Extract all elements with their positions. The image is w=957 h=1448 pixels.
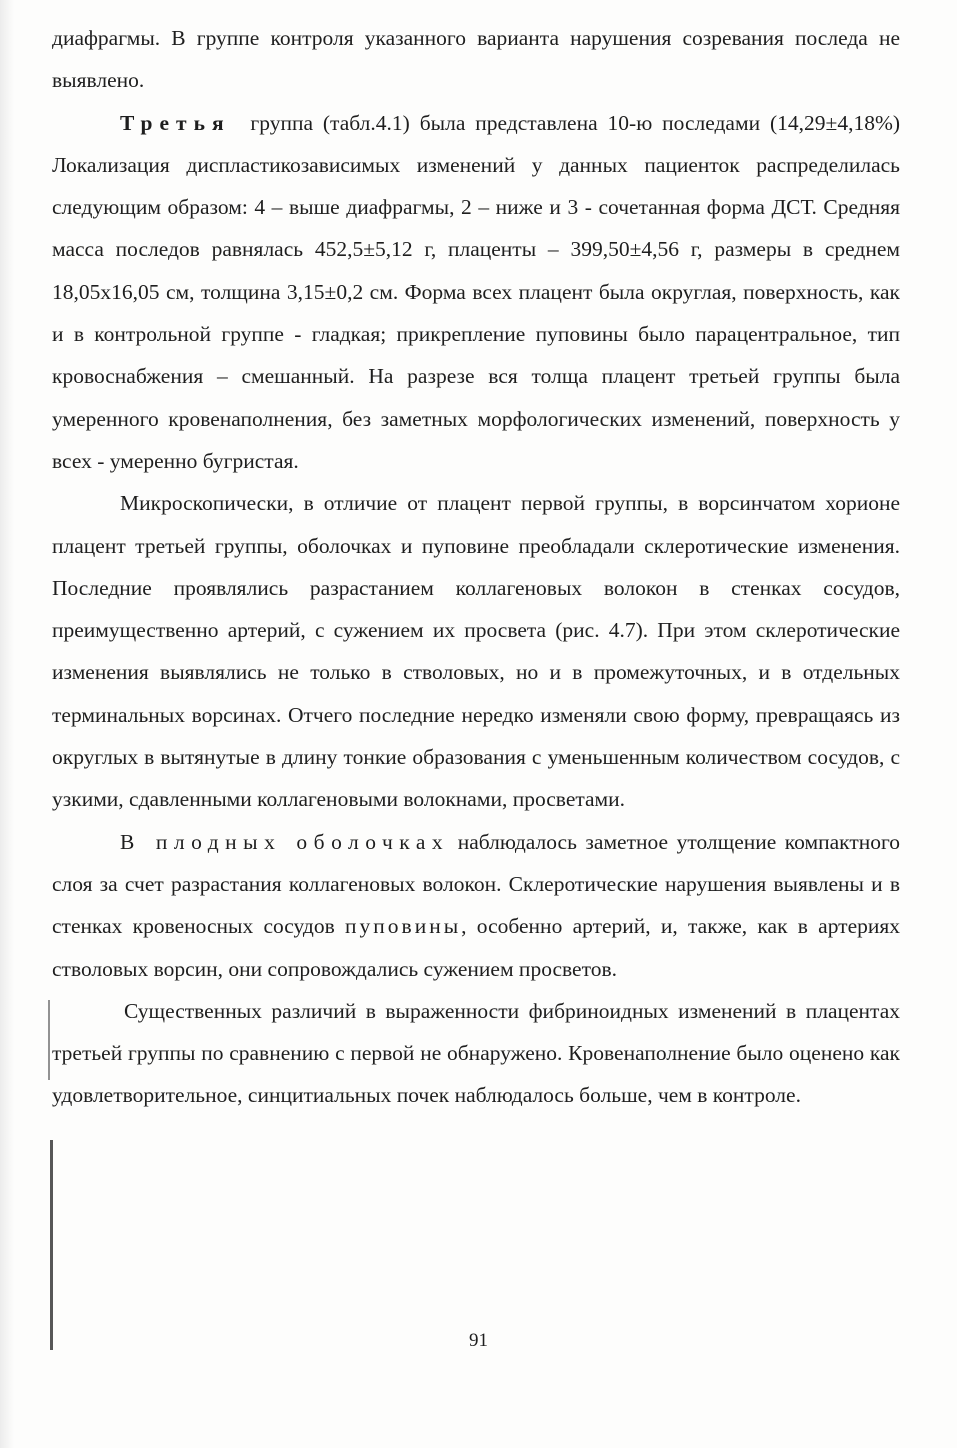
paragraph xyxy=(52,102,900,483)
body-text xyxy=(52,17,900,1117)
binding-shadow xyxy=(0,0,14,1448)
scan-edge-mark xyxy=(50,1140,53,1350)
spaced-emphasis: пуповины xyxy=(345,914,462,939)
spaced-emphasis: Третья xyxy=(120,110,231,135)
paragraph: Микроскопически, в отличие от плацент первой группы, в ворсинчатом хорионе плацент третьей группы, оболочках и пуповине преобладали склеротические изменения. Последние проявлялись разрастанием коллагеновых волокон в стенках сосудов, преимущественно артерий, с сужением их просвета (рис. 4.7). При этом склеротические изменения выявлялись не только в стволовых, но и в промежуточных, и в отдельных терминальных ворсинах. Отчего последние нередко изменяли свою форму, превращаясь из округлых в вытянутые в длину тонкие образования с уменьшенным количеством сосудов, с узкими, сдавленными коллагеновыми волокнами, просветами. xyxy=(52,491,900,812)
paragraph-text: наблюдалось заметное утолщение компактного слоя за счет разрастания коллагеновых волокон. Склеротические нарушения выявлены и в стенках кровеносных сосудов xyxy=(52,829,901,939)
scan-edge-mark xyxy=(48,1000,50,1080)
paragraph: диафрагмы. В группе контроля указанного варианта нарушения созревания последа не выявлено. xyxy=(52,26,900,93)
page-number: 91 xyxy=(469,1330,488,1351)
paragraph-text: , особенно артерий, и, также, как в артериях стволовых ворсин, они сопровождались сужением просветов. xyxy=(52,914,901,981)
paragraph xyxy=(52,821,900,990)
paragraph: Существенных различий в выраженности фибриноидных изменений в плацентах третьей группы по сравнению с первой не обнаружено. Кровенаполнение было оценено как удовлетворительное, синцитиальных почек наблюдалось больше, чем в контроле. xyxy=(52,998,900,1108)
spaced-emphasis: В плодных оболочках xyxy=(120,829,450,854)
paragraph-text: группа (табл.4.1) была представлена 10-ю последами (14,29±4,18%) Локализация диспластикозависимых изменений у данных пациенток распределилась следующим образом: 4 – выше диафрагмы, 2 – ниже и 3 - сочетанная форма ДСТ. Средняя масса последов равнялась 452,5±5,12 г, плаценты – 399,50±4,56 г, размеры в среднем 18,05x16,05 см, толщина 3,15±0,2 см. Форма всех плацент была округлая, поверхность, как и в контрольной группе - гладкая; прикрепление пуповины было парацентральное, тип кровоснабжения – смешанный. На разрезе вся толща плацент третьей группы была умеренного кровенаполнения, без заметных морфологических изменений, поверхность у всех - умеренно бугристая. xyxy=(52,110,901,473)
